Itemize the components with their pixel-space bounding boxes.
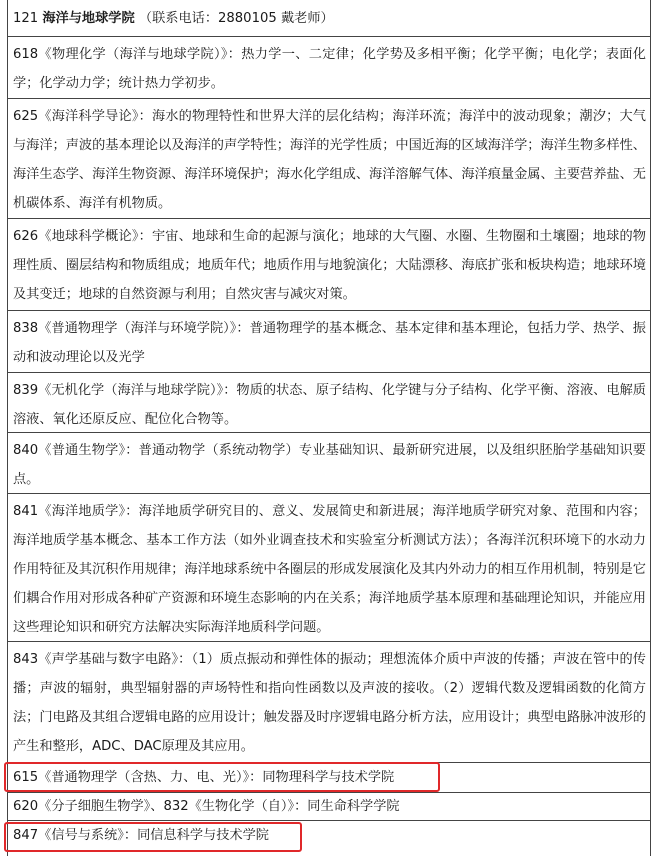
- highlight-box-847: [4, 822, 302, 852]
- entry-text: 618《物理化学（海洋与地球学院）》：热力学一、二定律；化学势及多相平衡；化学平衡；电化学；表面化学；化学动力学；统计热力学初步。: [13, 47, 646, 91]
- table-row: [8, 792, 650, 821]
- entry-text: 625《海洋科学导论》：海水的物理特性和世界大洋的层化结构；海洋环流；海洋中的波动现象；潮汐；大气与海洋；声波的基本理论以及海洋的声学特性；海洋的光学性质；中国近海的区域海洋学；海洋生物多样性、海洋生态学、海洋生物资源、海洋环境保护；海水化学组成、海洋溶解气体、海洋痕量金属、主要营养盐、无机碳体系、海洋有机物质。: [13, 109, 646, 211]
- table-row: [8, 310, 650, 373]
- entry-text: 841《海洋地质学》：海洋地质学研究目的、意义、发展简史和新进展；海洋地质学研究对象、范围和内容；海洋地质学基本概念、基本工作方法（如外业调查技术和实验室分析测试方法）；各海洋沉积环境下的水动力作用特征及其沉积作用规律；海洋地球系统中各圈层的形成发展演化及其内外动力的相互作用机制，特别是它们耦合作用对形成各种矿产资源和环境生态影响的内在关系；海洋地质学基本原理和基础理论知识，并能应用这些理论知识和研究方法解决实际海洋地质科学问题。: [13, 504, 646, 635]
- table-row: [8, 36, 650, 99]
- table-row: [8, 432, 650, 494]
- entry-text: 843《声学基础与数字电路》：（1）质点振动和弹性体的振动；理想流体介质中声波的传播；声波在管中的传播；声波的辐射，典型辐射器的声场特性和指向性函数以及声波的接收。（2）逻辑代数及逻辑函数的化简方法；门电路及其组合逻辑电路的应用设计；触发器及时序逻辑电路分析方法，应用设计；典型电路脉冲波形的产生和整形，ADC、DAC原理及其应用。: [13, 652, 646, 754]
- entry-text: 615《普通物理学（含热、力、电、光）》：同物理科学与技术学院: [13, 770, 395, 785]
- school-name: 海洋与地球学院: [42, 11, 135, 26]
- table-row: [8, 372, 650, 433]
- entry-text: 838《普通物理学（海洋与环境学院）》：普通物理学的基本概念、基本定律和基本理论，包括力学、热学、振动和波动理论以及光学: [13, 321, 646, 365]
- table-row: [8, 641, 650, 763]
- entry-text: 626《地球科学概论》：宇宙、地球和生命的起源与演化；地球的大气圈、水圈、生物圈和土壤圈；地球的物理性质、圈层结构和物质组成；地质年代；地质作用与地貌演化；大陆漂移、海底扩张和板块构造；地球环境及其变迁；地球的自然资源与利用；自然灾害与减灾对策。: [13, 229, 646, 302]
- school-contact: （联系电话：2880105 戴老师）: [138, 11, 334, 26]
- table-row: [8, 493, 650, 642]
- highlight-box-615: [4, 762, 440, 792]
- section-header-row: [8, 0, 650, 36]
- entry-text: 620《分子细胞生物学》、832《生物化学（自）》：同生命科学学院: [13, 799, 400, 814]
- table-row: [8, 98, 650, 219]
- entry-text: 840《普通生物学》：普通动物学（系统动物学）专业基础知识、最新研究进展，以及组织胚胎学基础知识要点。: [13, 443, 646, 487]
- section-header: [13, 4, 646, 33]
- document-table: [7, 0, 651, 856]
- entry-text: 839《无机化学（海洋与地球学院）》：物质的状态、原子结构、化学键与分子结构、化学平衡、溶液、电解质溶液、氧化还原反应、配位化合物等。: [13, 383, 646, 427]
- table-row: [8, 218, 650, 311]
- school-code: 121: [13, 11, 39, 26]
- entry-text: 847《信号与系统》：同信息科学与技术学院: [13, 828, 269, 843]
